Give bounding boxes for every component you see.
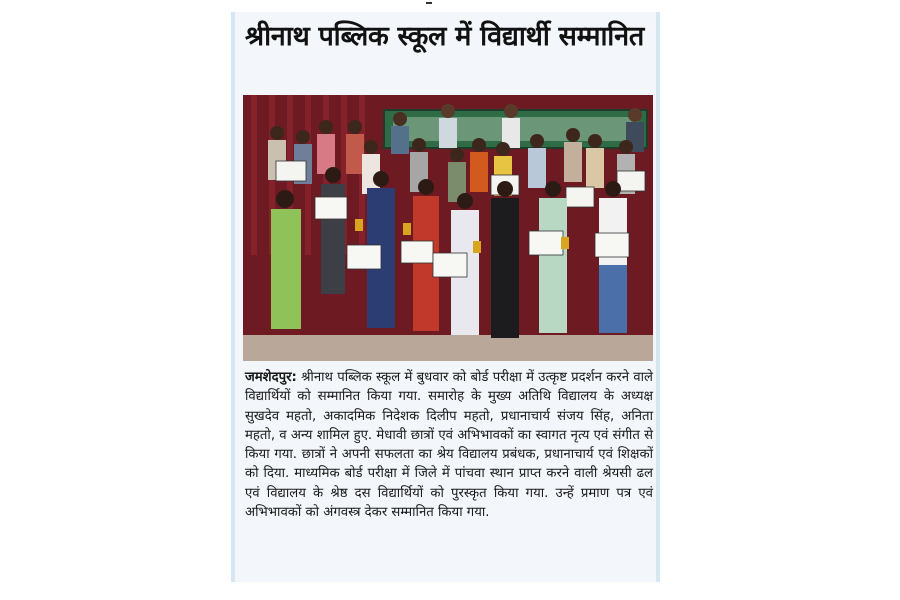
page-mark (426, 2, 432, 4)
article-body (245, 368, 653, 522)
group-photo (243, 95, 653, 361)
newspaper-clipping (231, 12, 660, 582)
article-dateline: जमशेदपुर: (245, 370, 297, 385)
article-headline: श्रीनाथ पब्लिक स्कूल में विद्यार्थी सम्मानित (245, 21, 644, 52)
group-photo-illustration (243, 95, 653, 361)
article-body-text: श्रीनाथ पब्लिक स्कूल में बुधवार को बोर्ड परीक्षा में उत्कृष्ट प्रदर्शन करने वाले विद्यार्थियों को सम्मानित किया गया. समारोह के मुख्य अतिथि विद्यालय के अध्यक्ष सुखदेव महतो, अकादमिक निदेशक दिलीप महतो, प्रधानाचार्य संजय सिंह, अनिता महतो, व अन्य शामिल हुए. मेधावी छात्रों एवं अभिभावकों का स्वागत नृत्य एवं संगीत से किया गया. छात्रों ने अपनी सफलता का श्रेय विद्यालय प्रबंधक, प्रधानाचार्य एवं शिक्षकों को दिया. माध्यमिक बोर्ड परीक्षा में जिले में पांचवा स्थान प्राप्त करने वाली श्रेयसी ढल एवं विद्यालय के श्रेष्ठ दस विद्यार्थियों को पुरस्कृत किया गया. उन्हें प्रमाण पत्र एवं अभिभावकों को अंगवस्त्र देकर सम्मानित किया गया. (245, 370, 653, 521)
